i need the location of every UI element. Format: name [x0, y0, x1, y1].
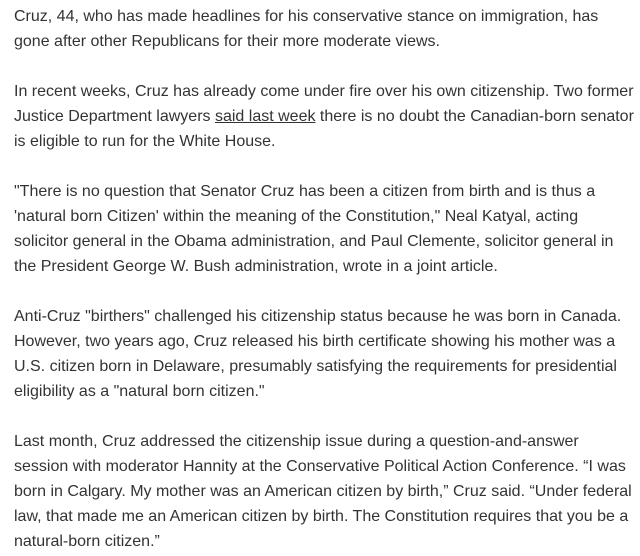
paragraph-cpac-remarks: Last month, Cruz addressed the citizenship issue during a question-and-answer session with moderator Hannity at the Conservative Political Action Conference. “I was born in Calgary. My mother was an American citizen by birth,” Cruz said. “Under federal law, that made me an American citizen by birth. The Constitution requires that you be a natural-born citizen.”: [14, 433, 632, 550]
paragraph-citizenship-fire-tail: there is no doubt the Canadian-born senator is eligible to run for the White House.: [14, 108, 634, 150]
paragraph-birthers: Anti-Cruz "birthers" challenged his citizenship status because he was born in Canada. However, two years ago, Cruz released his birth certificate showing his mother was a U.S. citizen born in Delaware, presumably satisfying the requirements for presidential eligibility as a "natural born citizen.": [14, 308, 622, 400]
paragraph-citizenship-fire-lead: In recent weeks, Cruz has already come under fire over his own citizenship. Two former Justice Department lawyers: [14, 83, 634, 125]
said-last-week-link[interactable]: said last week: [214, 108, 316, 125]
paragraph-citizenship-fire: [14, 79, 636, 154]
paragraph-katyal-clemente-quote: "There is no question that Senator Cruz has been a citizen from birth and is thus a 'natural born Citizen' within the meaning of the Constitution," Neal Katyal, acting solicitor general in the Obama administration, and Paul Clemente, solicitor general in the President George W. Bush administration, wrote in a joint article.: [14, 183, 614, 275]
article-body: [14, 4, 636, 554]
paragraph-cruz-headlines: Cruz, 44, who has made headlines for his conservative stance on immigration, has gone after other Republicans for their more moderate views.: [14, 8, 599, 50]
